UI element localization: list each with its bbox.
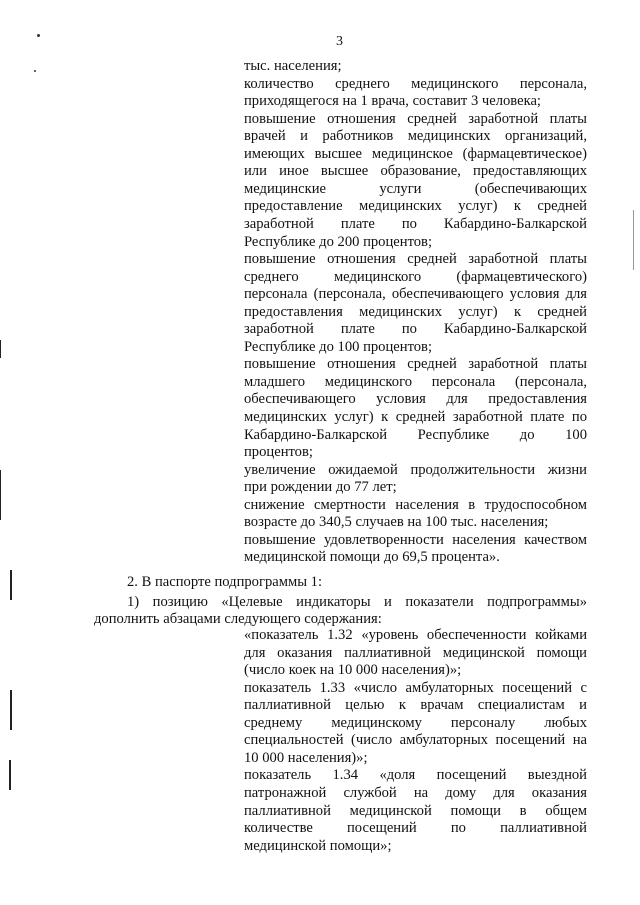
text-line: Республике до 200 процентов; [244, 233, 433, 250]
text-line: «показатель 1.32 «уровень обеспеченности койками [244, 627, 587, 643]
text-line: паллиативной медицинской помощи в общем [244, 802, 587, 819]
text-line: снижение смертности населения в трудоспособном [244, 496, 587, 513]
text-line: медицинских услуг) к средней заработной плате по [244, 409, 587, 425]
text-line: повышение отношения средней заработной платы [244, 110, 587, 127]
text-line: Кабардино-Балкарской Республике до 100 [244, 426, 587, 443]
text-line: для оказания паллиативной медицинской помощи [244, 644, 587, 661]
text-line: персонала (персонала, обеспечивающего условия для [244, 286, 587, 303]
text-line: заработной плате по Кабардино-Балкарской [244, 215, 587, 232]
text-line: приходящегося на 1 врача, составит 3 человека; [244, 93, 541, 110]
text-line: медицинской помощи до 69,5 процента». [244, 549, 500, 566]
text-line: предоставление медицинских услуг) к средней [244, 198, 587, 215]
text-line: при рождении до 77 лет; [244, 479, 397, 496]
text-line: паллиативной целью к врачам специалистам и [244, 697, 587, 714]
text-line: возрасте до 340,5 случаев на 100 тыс. населения; [244, 514, 549, 531]
text-line: среднего медицинского (фармацевтического) [244, 268, 587, 285]
text-line: Республике до 100 процентов; [244, 338, 433, 355]
text-line: младшего медицинского персонала (персонала, [244, 373, 587, 390]
text-line: специальностей (число амбулаторных посещений на [244, 732, 587, 749]
scan-edge-mark [9, 760, 11, 790]
page-number: 3 [336, 34, 343, 49]
text-line: повышение отношения средней заработной платы [244, 356, 587, 373]
text-line: обеспечивающего условия для предоставления [244, 391, 587, 408]
scan-edge-mark [633, 210, 634, 270]
text-line: повышение отношения средней заработной платы [244, 251, 587, 268]
text-line: показатель 1.33 «число амбулаторных посещений с [244, 679, 587, 696]
text-line: тыс. населения; [244, 58, 342, 74]
text-line: медицинские услуги (обеспечивающих [244, 180, 587, 197]
text-line: количество среднего медицинского персонала, [244, 75, 587, 92]
text-line: процентов; [244, 444, 313, 461]
text-line: заработной плате по Кабардино-Балкарской [244, 321, 587, 338]
text-line: врачей и работников медицинских организаций, [244, 128, 587, 145]
scan-edge-mark [0, 340, 1, 358]
text-line: увеличение ожидаемой продолжительности жизни [244, 461, 587, 478]
item-line-1: 1) позицию «Целевые индикаторы и показатели подпрограммы» [127, 594, 587, 610]
text-line: показатель 1.34 «доля посещений выездной [244, 767, 587, 784]
item-line-2: дополнить абзацами следующего содержания: [94, 611, 382, 627]
text-line: количестве посещений по паллиативной [244, 820, 587, 837]
section-heading: 2. В паспорте подпрограммы 1: [127, 574, 323, 590]
scan-speck [37, 34, 40, 37]
text-line: среднему медицинскому персоналу любых [244, 714, 587, 731]
text-line: патронажной службой на дому для оказания [244, 784, 587, 801]
text-line: или иное высшее образование, предоставляющих [244, 163, 587, 180]
scan-edge-mark [10, 690, 12, 730]
scan-edge-mark [10, 570, 12, 600]
text-line: повышение удовлетворенности населения качеством [244, 531, 587, 548]
scan-edge-mark [0, 470, 1, 520]
text-line: (число коек на 10 000 населения)»; [244, 662, 462, 679]
text-line: предоставления медицинских услуг) к средней [244, 303, 587, 320]
text-line: медицинской помощи»; [244, 837, 392, 854]
scan-speck [34, 70, 36, 72]
text-line: имеющих высшее медицинское (фармацевтическое) [244, 145, 587, 162]
text-line: 10 000 населения)»; [244, 749, 368, 766]
